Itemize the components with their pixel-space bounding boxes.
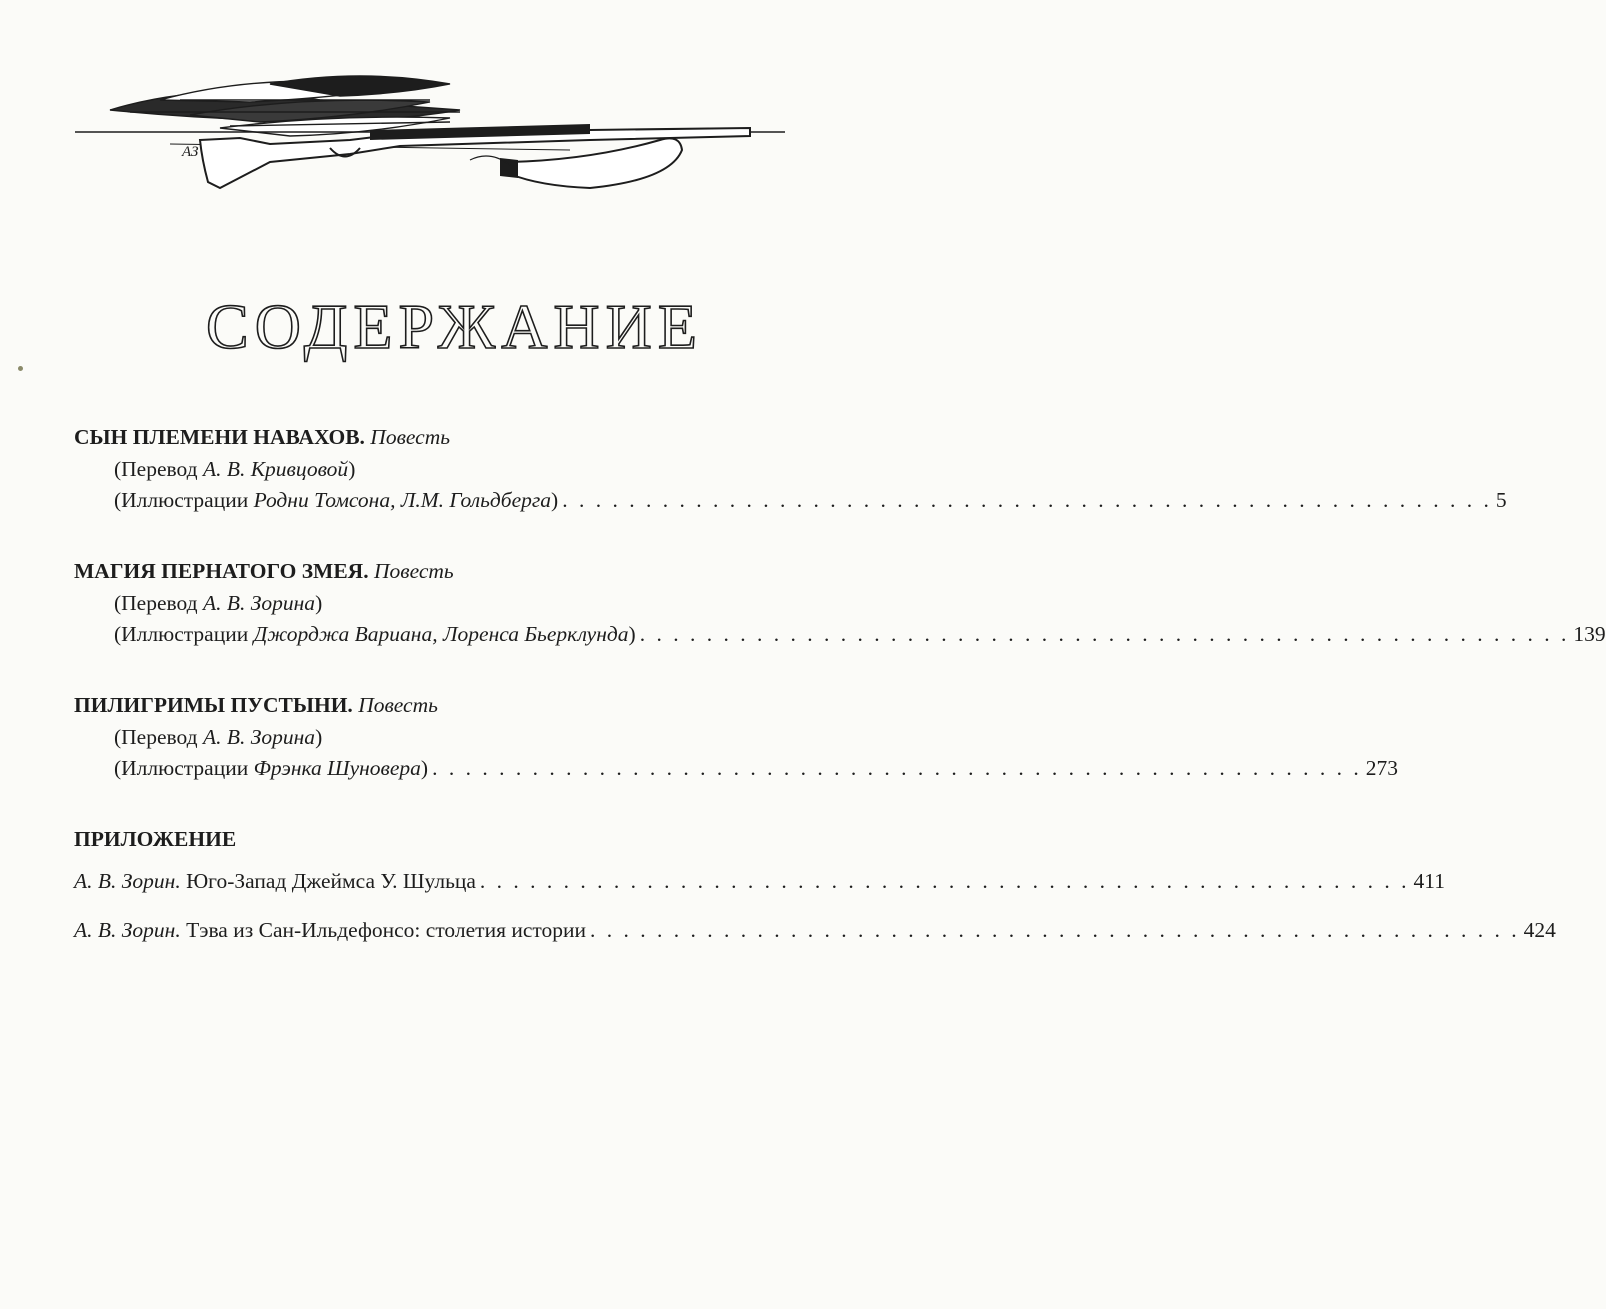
section-title: СЫН ПЛЕМЕНИ НАВАХОВ. [74, 425, 365, 449]
translator-name: А. В. Кривцовой [202, 457, 349, 481]
paren-close: ) [315, 591, 323, 615]
leader-dots: . . . . . . . . . . . . . . . . . . . . . . . . . . . . . . . . . . . . . . . . . . . . . . . . . . . . . . . . [562, 488, 1492, 512]
section-genre: Повесть [373, 559, 454, 583]
leader-dots: . . . . . . . . . . . . . . . . . . . . . . . . . . . . . . . . . . . . . . . . . . . . . . . . . . . . . . . . [639, 622, 1570, 646]
illustrators-name: Родни Томсона, Л.М. Гольдберга [253, 488, 552, 512]
page-number[interactable]: 273 [1365, 756, 1398, 780]
section-title: ПИЛИГРИМЫ ПУСТЫНИ. [74, 693, 353, 717]
leader-dots: . . . . . . . . . . . . . . . . . . . . . . . . . . . . . . . . . . . . . . . . . . . . . . . . . . . . . . . . [432, 756, 1362, 780]
appendix-entry [74, 915, 1556, 945]
entry-author: А. В. Зорин. [74, 918, 181, 942]
entry-author: А. В. Зорин. [74, 869, 181, 893]
paren-close: ) [551, 488, 559, 512]
section-title: МАГИЯ ПЕРНАТОГО ЗМЕЯ. [74, 559, 369, 583]
leader-dots: . . . . . . . . . . . . . . . . . . . . . . . . . . . . . . . . . . . . . . . . . . . . . . . . . . . . . . . . [479, 869, 1410, 893]
paren-close: ) [348, 457, 356, 481]
toc-section [74, 688, 1398, 784]
illustrations-line [74, 753, 1398, 784]
appendix-entry [74, 866, 1445, 896]
page-number[interactable]: 411 [1413, 869, 1445, 893]
illustrations-line [74, 485, 1507, 516]
section-heading [74, 554, 819, 588]
paren-close: ) [420, 756, 429, 780]
illustrations-label: (Иллюстрации [114, 756, 249, 780]
illustrations-label: (Иллюстрации [114, 622, 249, 646]
translation-label: (Перевод [114, 457, 198, 481]
illustrators-name: Джорджа Вариана, Лоренса Бьерклунда [253, 622, 629, 646]
illustrators-name: Фрэнка Шуновера [253, 756, 421, 780]
section-heading [74, 688, 819, 722]
translation-label: (Перевод [114, 591, 198, 615]
page-number[interactable]: 139 [1573, 622, 1606, 646]
rifle-feather-ornament [70, 70, 790, 200]
monogram-text: АЗ [182, 144, 199, 160]
translation-line [74, 454, 819, 485]
toc-section [74, 554, 1606, 650]
translator-name: А. В. Зорина [202, 725, 316, 749]
appendix-title: ПРИЛОЖЕНИЕ [74, 827, 237, 851]
leader-dots: . . . . . . . . . . . . . . . . . . . . . . . . . . . . . . . . . . . . . . . . . . . . . . . . . . . . . . . . [590, 918, 1520, 942]
section-heading [74, 420, 819, 454]
table-of-contents [74, 420, 1606, 964]
section-genre: Повесть [370, 425, 451, 449]
illustrations-line [74, 619, 1606, 650]
illustrations-label: (Иллюстрации [114, 488, 249, 512]
paren-close: ) [628, 622, 636, 646]
paren-close: ) [315, 725, 323, 749]
entry-title: Юго-Запад Джеймса У. Шульца [186, 869, 476, 893]
page-number[interactable]: 5 [1495, 488, 1507, 512]
page-number[interactable]: 424 [1523, 918, 1556, 942]
translation-label: (Перевод [114, 725, 198, 749]
paper-speck [18, 366, 23, 371]
translator-name: А. В. Зорина [202, 591, 316, 615]
section-genre: Повесть [358, 693, 438, 717]
translation-line [74, 588, 819, 619]
entry-title: Тэва из Сан-Ильдефонсо: столетия истории [186, 918, 587, 942]
toc-section [74, 420, 1507, 516]
page-title: СОДЕРЖАНИЕ [206, 291, 703, 362]
appendix-section [74, 822, 1556, 945]
translation-line [74, 722, 819, 753]
